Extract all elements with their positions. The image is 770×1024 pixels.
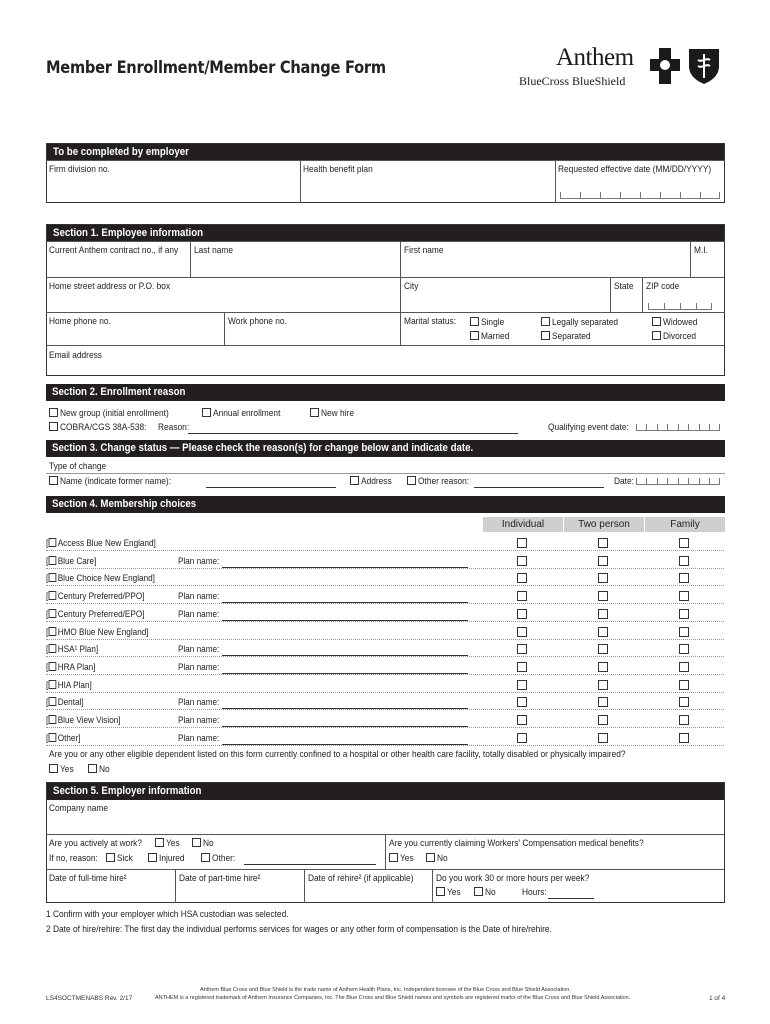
reason-line (188, 433, 518, 434)
plan-row[interactable]: [ Blue Care] (46, 556, 97, 567)
workers-comp-yes-checkbox[interactable]: Yes (389, 853, 416, 864)
two-person-checkbox[interactable] (598, 697, 608, 707)
qualifying-date-label: Qualifying event date: (548, 422, 629, 433)
plan-name-field[interactable]: Plan name: (178, 591, 220, 602)
plan-name-field[interactable]: Plan name: (178, 662, 220, 673)
first-name-field[interactable]: First name (404, 245, 444, 256)
individual-checkbox[interactable] (517, 733, 527, 743)
blue-cross-icon (648, 46, 682, 89)
two-person-checkbox[interactable] (598, 644, 608, 654)
footer-line-1: Anthem Blue Cross and Blue Shield is the trade name of Anthem Health Plans, Inc. Independent licensee of the Blue Cross and Blue Shield Association. (200, 987, 571, 993)
confined-no-checkbox[interactable]: No (88, 764, 111, 775)
company-name-field[interactable]: Company name (49, 803, 109, 814)
confined-question: Are you or any other eligible dependent listed on this form currently confined to a hospital or other health care facility, totally disabled or physically impaired? (49, 749, 626, 760)
two-person-checkbox[interactable] (598, 627, 608, 637)
contract-no-field[interactable]: Current Anthem contract no., if any (49, 245, 179, 256)
effective-date-field[interactable]: Requested effective date (MM/DD/YYYY) (558, 164, 712, 175)
plan-name-field[interactable]: Plan name: (178, 644, 220, 655)
confined-yes-checkbox[interactable]: Yes (49, 764, 76, 775)
plan-row[interactable]: [ Century Preferred/PPO] (46, 591, 145, 602)
address-field[interactable]: Home street address or P.O. box (49, 281, 171, 292)
section4-heading: Section 4. Membership choices (46, 496, 725, 513)
plan-row[interactable]: [ Other] (46, 733, 81, 744)
individual-checkbox[interactable] (517, 644, 527, 654)
plan-name-field[interactable]: Plan name: (178, 715, 220, 726)
address-change-checkbox[interactable]: Address (350, 476, 396, 487)
home-phone-field[interactable]: Home phone no. (49, 316, 111, 327)
individual-checkbox[interactable] (517, 609, 527, 619)
plan-row-divider (46, 709, 724, 710)
sick-checkbox[interactable]: Sick (106, 853, 135, 864)
hours-no-checkbox[interactable]: No (474, 887, 497, 898)
plan-row-divider (46, 603, 724, 604)
plan-row[interactable]: [ HSA¹ Plan] (46, 644, 99, 655)
state-field[interactable]: State (614, 281, 634, 292)
parttime-hire-field[interactable]: Date of part-time hire² (179, 873, 261, 884)
if-no-reason-label: If no, reason: (49, 853, 98, 864)
footer-line-2: ANTHEM is a registered trademark of Anthem Insurance Companies, Inc. The Blue Cross and Blue Shield names and symbols are registered marks of the Blue Cross and Blue Shield Association. (155, 995, 631, 1001)
plan-row[interactable]: [ Dental] (46, 697, 84, 708)
plan-row-divider (46, 692, 724, 693)
plan-name-field[interactable]: Plan name: (178, 733, 220, 744)
individual-checkbox[interactable] (517, 662, 527, 672)
individual-checkbox[interactable] (517, 627, 527, 637)
workers-comp-no-checkbox[interactable]: No (426, 853, 449, 864)
page-title: Member Enrollment/Member Change Form (46, 58, 386, 78)
type-of-change-label: Type of change (49, 461, 107, 472)
plan-name-line (222, 708, 468, 709)
two-person-checkbox[interactable] (598, 573, 608, 583)
mi-field[interactable]: M.I. (694, 245, 708, 256)
other-checkbox[interactable]: Other: (201, 853, 238, 864)
plan-row-divider (46, 727, 724, 728)
hours-question: Do you work 30 or more hours per week? (436, 873, 590, 884)
plan-row[interactable]: [ Century Preferred/EPO] (46, 609, 145, 620)
individual-checkbox[interactable] (517, 556, 527, 566)
plan-row-divider (46, 674, 724, 675)
active-no-checkbox[interactable]: No (192, 838, 215, 849)
footnote-2: 2 Date of hire/rehire: The first day the individual performs services for wages or any other form of compensation is the Date of hire/rehire. (46, 924, 552, 935)
last-name-field[interactable]: Last name (194, 245, 234, 256)
workers-comp-label: Are you currently claiming Workers’ Compensation medical benefits? (389, 838, 644, 849)
change-date-label: Date: (614, 476, 634, 487)
plan-row-divider (46, 621, 724, 622)
two-person-checkbox[interactable] (598, 662, 608, 672)
family-checkbox[interactable] (679, 662, 689, 672)
employer-heading: To be completed by employer (47, 144, 724, 161)
plan-row-divider (46, 656, 724, 657)
logo-subtitle: BlueCross BlueShield (519, 74, 626, 88)
col-family: Family (645, 517, 725, 532)
actively-at-work-label: Are you actively at work? (49, 838, 142, 849)
family-checkbox[interactable] (679, 538, 689, 548)
health-plan-field[interactable]: Health benefit plan (303, 164, 373, 175)
family-checkbox[interactable] (679, 697, 689, 707)
family-checkbox[interactable] (679, 680, 689, 690)
plan-row[interactable]: [ HMO Blue New England] (46, 627, 149, 638)
plan-name-line (222, 602, 468, 603)
individual-checkbox[interactable] (517, 573, 527, 583)
married-checkbox[interactable]: Married (470, 331, 513, 342)
email-field[interactable]: Email address (49, 350, 102, 361)
individual-checkbox[interactable] (517, 715, 527, 725)
single-checkbox[interactable]: Single (470, 317, 507, 328)
new-hire-checkbox[interactable]: New hire (310, 408, 359, 419)
plan-row[interactable]: [ Blue Choice New England] (46, 573, 155, 584)
blue-shield-icon (686, 46, 722, 89)
plan-row-divider (46, 550, 724, 551)
hours-field[interactable] (548, 898, 594, 899)
two-person-checkbox[interactable] (598, 591, 608, 601)
family-checkbox[interactable] (679, 644, 689, 654)
plan-name-line (222, 620, 468, 621)
col-individual: Individual (483, 517, 563, 532)
form-code: LS4SOCTMENABS Rev. 2/17 (46, 995, 133, 1002)
plan-name-line (222, 655, 468, 656)
individual-checkbox[interactable] (517, 591, 527, 601)
rehire-field[interactable]: Date of rehire² (if applicable) (308, 873, 414, 884)
two-person-checkbox[interactable] (598, 715, 608, 725)
zip-field[interactable]: ZIP code (646, 281, 680, 292)
change-date-field[interactable] (636, 476, 720, 485)
individual-checkbox[interactable] (517, 538, 527, 548)
work-phone-field[interactable]: Work phone no. (228, 316, 287, 327)
two-person-checkbox[interactable] (598, 733, 608, 743)
plan-name-line (222, 744, 468, 745)
effective-date-ticks (560, 190, 720, 199)
annual-enrollment-checkbox[interactable]: Annual enrollment (202, 408, 290, 419)
reason-label: Reason: (158, 422, 190, 433)
plan-name-line (222, 726, 468, 727)
family-checkbox[interactable] (679, 733, 689, 743)
plan-row-divider (46, 585, 724, 586)
plan-name-line (222, 673, 468, 674)
plan-name-field[interactable]: Plan name: (178, 609, 220, 620)
plan-row-divider (46, 745, 724, 746)
widowed-checkbox[interactable]: Widowed (652, 317, 702, 328)
firm-division-field[interactable]: Firm division no. (49, 164, 110, 175)
individual-checkbox[interactable] (517, 680, 527, 690)
page-number: 1 of 4 (709, 995, 726, 1002)
section2-heading: Section 2. Enrollment reason (46, 384, 725, 401)
anthem-logo-text: Anthem (556, 44, 634, 71)
two-person-checkbox[interactable] (598, 680, 608, 690)
plan-name-field[interactable]: Plan name: (178, 556, 220, 567)
hours-yes-checkbox[interactable]: Yes (436, 887, 463, 898)
two-person-checkbox[interactable] (598, 609, 608, 619)
plan-name-line (222, 567, 468, 568)
family-checkbox[interactable] (679, 609, 689, 619)
section5-heading: Section 5. Employer information (47, 783, 724, 800)
plan-row[interactable]: [ HIA Plan] (46, 680, 92, 691)
separated-checkbox[interactable]: Separated (541, 331, 596, 342)
family-checkbox[interactable] (679, 556, 689, 566)
qualifying-date-field[interactable] (636, 422, 720, 431)
legally-separated-checkbox[interactable]: Legally separated (541, 317, 627, 328)
marital-status-label: Marital status: (404, 316, 457, 327)
city-field[interactable]: City (404, 281, 419, 292)
family-checkbox[interactable] (679, 715, 689, 725)
family-checkbox[interactable] (679, 627, 689, 637)
section3-heading: Section 3. Change status — Please check the reason(s) for change below and indicate date. (46, 440, 725, 457)
plan-row-divider (46, 568, 724, 569)
cobra-checkbox[interactable]: COBRA/CGS 38A-538: (49, 422, 158, 433)
hours-label: Hours: (522, 887, 547, 898)
zip-ticks (648, 301, 712, 310)
family-checkbox[interactable] (679, 573, 689, 583)
family-checkbox[interactable] (679, 591, 689, 601)
col-two-person: Two person (564, 517, 644, 532)
plan-row[interactable]: [ HRA Plan] (46, 662, 96, 673)
plan-name-field[interactable]: Plan name: (178, 697, 220, 708)
other-reason-checkbox[interactable]: Other reason: (407, 476, 476, 487)
plan-row[interactable]: [ Access Blue New England] (46, 538, 156, 549)
footnote-1: 1 Confirm with your employer which HSA custodian was selected. (46, 909, 289, 920)
section1-heading: Section 1. Employee information (47, 225, 724, 242)
fulltime-hire-field[interactable]: Date of full-time hire² (49, 873, 127, 884)
name-change-checkbox[interactable]: Name (indicate former name): (49, 476, 186, 487)
active-yes-checkbox[interactable]: Yes (155, 838, 182, 849)
plan-row-divider (46, 639, 724, 640)
individual-checkbox[interactable] (517, 697, 527, 707)
divorced-checkbox[interactable]: Divorced (652, 331, 701, 342)
injured-checkbox[interactable]: Injured (148, 853, 188, 864)
two-person-checkbox[interactable] (598, 556, 608, 566)
new-group-checkbox[interactable]: New group (initial enrollment) (49, 408, 184, 419)
plan-row[interactable]: [ Blue View Vision] (46, 715, 121, 726)
two-person-checkbox[interactable] (598, 538, 608, 548)
